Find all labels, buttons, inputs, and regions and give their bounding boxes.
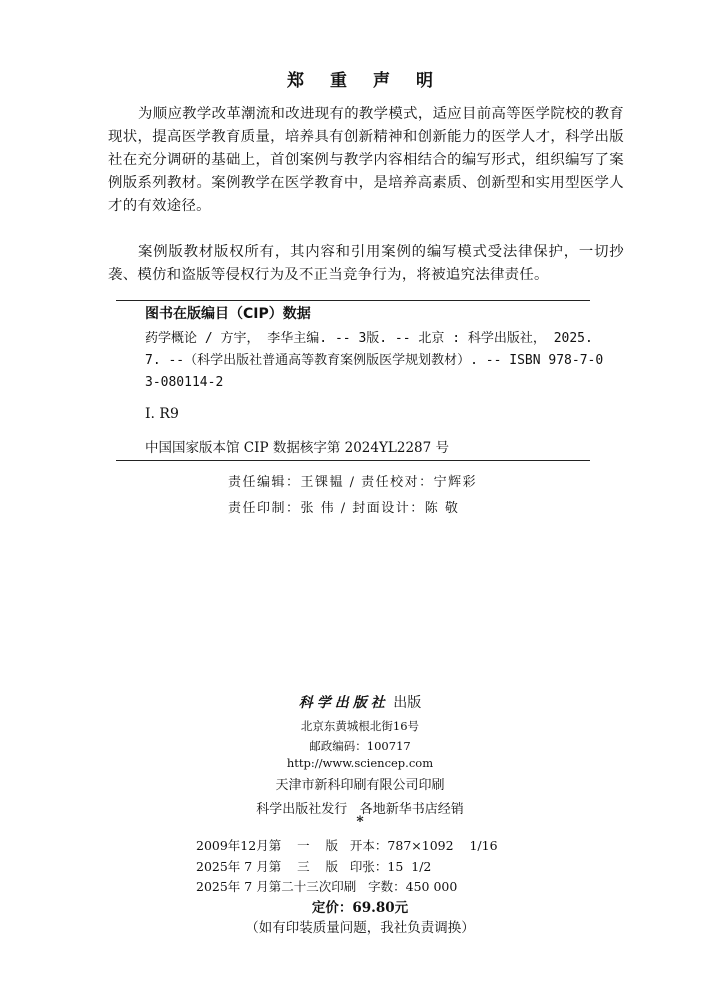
notice-title: 郑重声明 bbox=[287, 71, 459, 91]
notice-paragraph-2: 案例版教材版权所有，其内容和引用案例的编写模式受法律保护，一切抄袭、模仿和盗版等侵权行为及不正当竞争行为，将被追究法律责任。 bbox=[108, 244, 624, 283]
printer-line: 天津市新科印刷有限公司印刷 bbox=[275, 778, 445, 793]
edition-line-2: 2025年 7 月第 三 版 印张：15 1/2 bbox=[196, 859, 432, 874]
publisher-address: 北京东黄城根北街16号 bbox=[300, 719, 420, 733]
separator-star: * bbox=[356, 814, 364, 830]
publisher-logo: 科学出版社 bbox=[298, 695, 389, 711]
cip-body: 药学概论 / 方宇， 李华主编. -- 3版. -- 北京 : 科学出版社， 2025. 7. --（科学出版社普通高等教育案例版医学规划教材）. -- ISBN 978-7-03-080114-2 bbox=[145, 331, 604, 390]
cip-classification: Ⅰ. R9 bbox=[145, 406, 179, 422]
edition-line-3: 2025年 7 月第二十三次印刷 字数：450 000 bbox=[196, 879, 458, 894]
edition-line-1: 2009年12月第 一 版 开本：787×1092 1/16 bbox=[196, 838, 498, 853]
cip-top-rule bbox=[116, 300, 590, 301]
cip-bottom-rule bbox=[116, 460, 590, 461]
publisher-suffix: 出版 bbox=[393, 695, 422, 711]
credits-editors: 责任编辑：王锞韫 / 责任校对：宁辉彩 bbox=[228, 475, 478, 490]
publisher-line bbox=[0, 692, 720, 712]
cip-heading: 图书在版编目（CIP）数据 bbox=[145, 306, 311, 322]
price: 定价：69.80元 bbox=[311, 900, 409, 916]
postal-code: 邮政编码：100717 bbox=[309, 739, 411, 753]
credits-production: 责任印制：张 伟 / 封面设计：陈 敬 bbox=[228, 501, 460, 516]
cip-record-number: 中国国家版本馆 CIP 数据核字第 2024YL2287 号 bbox=[145, 440, 450, 456]
distribution-line: 科学出版社发行 各地新华书店经销 bbox=[256, 802, 464, 817]
quality-notice: （如有印装质量问题，我社负责调换） bbox=[245, 920, 475, 936]
notice-paragraph-1: 为顺应教学改革潮流和改进现有的教学模式，适应目前高等医学院校的教育现状，提高医学教育质量，培养具有创新精神和创新能力的医学人才，科学出版社在充分调研的基础上，首创案例与教学内容相结合的编写形式，组织编写了案例版系列教材。案例教学在医学教育中，是培养高素质、创新型和实用型医学人才的有效途径。 bbox=[108, 106, 624, 214]
publisher-url: http://www.sciencep.com bbox=[286, 756, 434, 770]
